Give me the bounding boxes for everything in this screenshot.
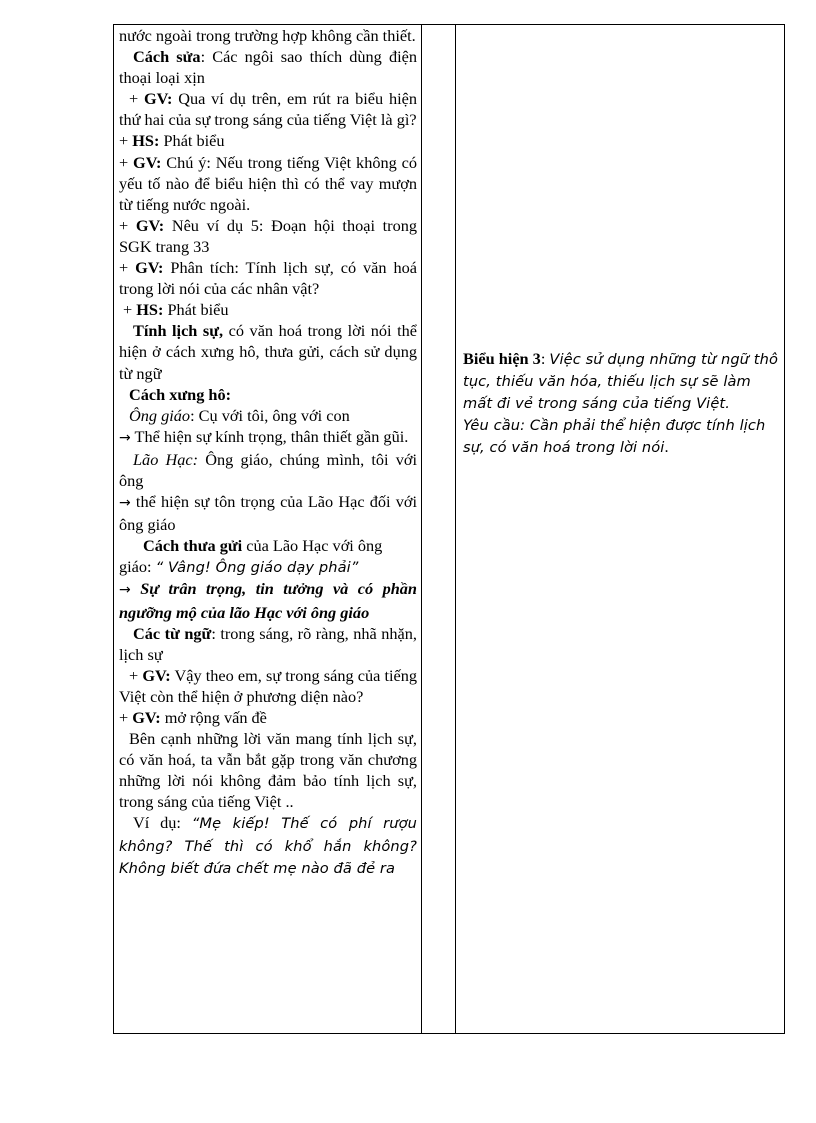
paragraph xyxy=(119,320,417,383)
paragraph xyxy=(463,348,779,414)
paragraph xyxy=(119,449,417,491)
table-row xyxy=(114,25,785,1034)
paragraph xyxy=(119,491,417,535)
text: Vậy theo em, sự trong sáng của tiếng Việt còn thể hiện ở phương diện nào? xyxy=(119,665,417,706)
bullet: + xyxy=(119,152,134,172)
paragraph xyxy=(119,728,417,812)
bullet: + xyxy=(129,665,143,685)
label: Ông giáo xyxy=(129,405,191,425)
text: Yêu cầu: Cần phải thể hiện được tính lịch sự, có văn hoá trong lời nói xyxy=(463,417,766,457)
paragraph xyxy=(119,405,417,426)
lesson-table xyxy=(113,24,785,1034)
bullet: + xyxy=(119,131,133,151)
arrow-icon: → xyxy=(119,495,131,512)
spacer-cell xyxy=(422,25,456,1034)
label: Cách thưa gửi xyxy=(143,536,243,556)
text: : xyxy=(540,349,550,368)
paragraph xyxy=(463,414,779,458)
text: Thể hiện sự kính trọng, thân thiết gần gũi. xyxy=(130,426,409,446)
paragraph xyxy=(119,130,417,151)
text: có văn hoá trong lời nói thể hiện ở cách xưng hô, thưa gửi, cách sử dụng từ ngữ xyxy=(119,321,418,383)
text: thể hiện sự tôn trọng của Lão Hạc đối với ông giáo xyxy=(119,492,417,535)
paragraph xyxy=(119,25,417,46)
label: GV: xyxy=(135,258,164,278)
bullet: + xyxy=(123,300,137,320)
text: : Các ngôi sao thích dùng điện thoại loại xịn xyxy=(119,47,417,88)
paragraph xyxy=(119,152,417,215)
text: của Lão Hạc với ông giáo: xyxy=(119,536,383,577)
text: Sự trân trọng, tin tưởng và có phần ngưỡng mộ của lão Hạc với ông giáo xyxy=(119,579,417,622)
paragraph xyxy=(119,535,417,578)
heading: Cách xưng hô: xyxy=(129,384,232,404)
label: Tính lịch sự, xyxy=(133,321,224,341)
paragraph xyxy=(119,665,417,707)
bullet: + xyxy=(119,258,136,278)
paragraph xyxy=(119,299,417,320)
activity-content xyxy=(114,25,421,879)
text: Việc sử dụng những từ ngữ thô tục, thiếu văn hóa, thiếu lịch sự sẽ làm mất đi vẻ trong sáng của tiếng Việt. xyxy=(463,351,778,413)
paragraph xyxy=(119,578,417,622)
label: Lão Hạc: xyxy=(133,449,199,469)
bullet: + xyxy=(129,89,145,109)
label: Cách sửa xyxy=(133,47,201,67)
text: Ông giáo, chúng mình, tôi với ông xyxy=(119,449,418,490)
content-cell xyxy=(456,25,785,1034)
quote: “ Vâng! Ông giáo dạy phải” xyxy=(155,559,359,577)
content-text xyxy=(456,348,784,458)
label: HS: xyxy=(132,131,160,151)
text: Nêu ví dụ 5: Đoạn hội thoại trong SGK trang 33 xyxy=(119,215,417,256)
paragraph xyxy=(119,812,417,878)
text: . xyxy=(664,437,669,457)
paragraph xyxy=(119,426,417,449)
arrow-icon: → xyxy=(119,582,131,599)
text: Phát biểu xyxy=(163,300,229,320)
paragraph xyxy=(119,623,417,665)
label: Biểu hiện 3 xyxy=(463,349,541,368)
label: HS: xyxy=(136,300,164,320)
paragraph xyxy=(119,88,417,130)
label: GV: xyxy=(144,89,173,109)
arrow-icon: → xyxy=(119,429,131,446)
text: Phân tích: Tính lịch sự, có văn hoá trong lời nói của các nhân vật? xyxy=(119,258,417,299)
quote: “Mẹ kiếp! Thế có phí rượu không? Thế thì có khổ hắn không? Không biết đứa chết mẹ nào đã đẻ ra xyxy=(119,815,417,877)
text: nước ngoài trong trường hợp không cần thiết. xyxy=(119,26,416,45)
bullet: + xyxy=(119,708,133,727)
label: GV: xyxy=(135,215,165,235)
bullet: + xyxy=(119,215,136,235)
text: Qua ví dụ trên, em rút ra biểu hiện thứ hai của sự trong sáng của tiếng Việt là gì? xyxy=(119,89,417,130)
text: Phát biểu xyxy=(159,131,225,151)
label: GV: xyxy=(132,708,161,727)
paragraph xyxy=(119,46,417,88)
text: mở rộng vấn đề xyxy=(160,708,267,727)
label: Các từ ngữ xyxy=(133,623,212,643)
label: GV: xyxy=(142,665,171,685)
paragraph xyxy=(119,384,417,405)
text: Bên cạnh những lời văn mang tính lịch sự, có văn hoá, ta vẫn bắt gặp trong văn chương những lời nói không đảm bảo tính lịch sự, trong sáng của tiếng Việt .. xyxy=(119,729,417,812)
text: Chú ý: Nếu trong tiếng Việt không có yếu tố nào để biểu hiện thì có thể vay mượn từ tiếng nước ngoài. xyxy=(119,152,417,214)
text: : trong sáng, rõ ràng, nhã nhặn, lịch sự xyxy=(119,623,417,664)
text: Ví dụ: xyxy=(133,813,192,833)
paragraph xyxy=(119,215,417,257)
text: : Cụ với tôi, ông với con xyxy=(190,405,350,425)
paragraph xyxy=(119,707,417,728)
label: GV: xyxy=(133,152,162,172)
activity-cell xyxy=(114,25,422,1034)
paragraph xyxy=(119,257,417,299)
